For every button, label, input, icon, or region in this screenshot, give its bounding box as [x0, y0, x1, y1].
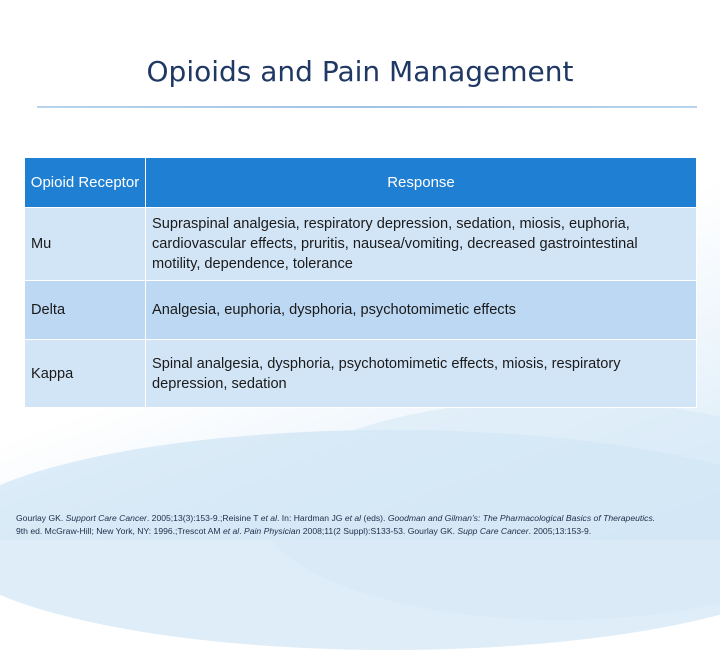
slide-title: Opioids and Pain Management [146, 55, 574, 88]
ref-text: 9th ed. McGraw-Hill; New York, NY: 1996.;Trescot AM [16, 526, 223, 536]
response-cell: Analgesia, euphoria, dysphoria, psychotomimetic effects [146, 281, 697, 340]
ref-text: . [239, 526, 244, 536]
ref-text: Gourlay GK. [16, 513, 66, 523]
column-header-response: Response [146, 158, 697, 208]
table-row [25, 340, 697, 408]
opioid-receptor-table [24, 157, 697, 408]
ref-text: . In: Hardman JG [277, 513, 345, 523]
ref-text: . 2005;13:153-9. [528, 526, 592, 536]
ref-book-title: Goodman and Gilman’s: The Pharmacological Basics of Therapeutics. [387, 513, 656, 523]
ref-etal: et al [344, 513, 362, 523]
ref-journal: Pain Physician [244, 526, 301, 536]
table-row [25, 208, 697, 281]
response-cell: Spinal analgesia, dysphoria, psychotomimetic effects, miosis, respiratory depression, sedation [146, 340, 697, 408]
ref-journal: Support Care Cancer [65, 513, 147, 523]
ref-text: (eds). [361, 513, 388, 523]
table-header-row [25, 158, 697, 208]
response-cell: Supraspinal analgesia, respiratory depression, sedation, miosis, euphoria, cardiovascular effects, pruritis, nausea/vomiting, decreased gastrointestinal motility, dependence, tolerance [146, 208, 697, 281]
receptor-cell: Kappa [25, 340, 146, 408]
receptor-cell: Mu [25, 208, 146, 281]
ref-text: . 2005;13(3):153-9.;Reisine T [146, 513, 261, 523]
ref-etal: et al [222, 526, 240, 536]
column-header-receptor: Opioid Receptor [25, 158, 146, 208]
ref-etal: et al [260, 513, 277, 523]
table-row [25, 281, 697, 340]
ref-journal: Supp Care Cancer [457, 526, 529, 536]
references-footnote [16, 512, 706, 538]
ref-text: 2008;11(2 Suppl):S133-53. Gourlay GK. [300, 526, 458, 536]
receptor-cell: Delta [25, 281, 146, 340]
title-divider [37, 106, 697, 108]
